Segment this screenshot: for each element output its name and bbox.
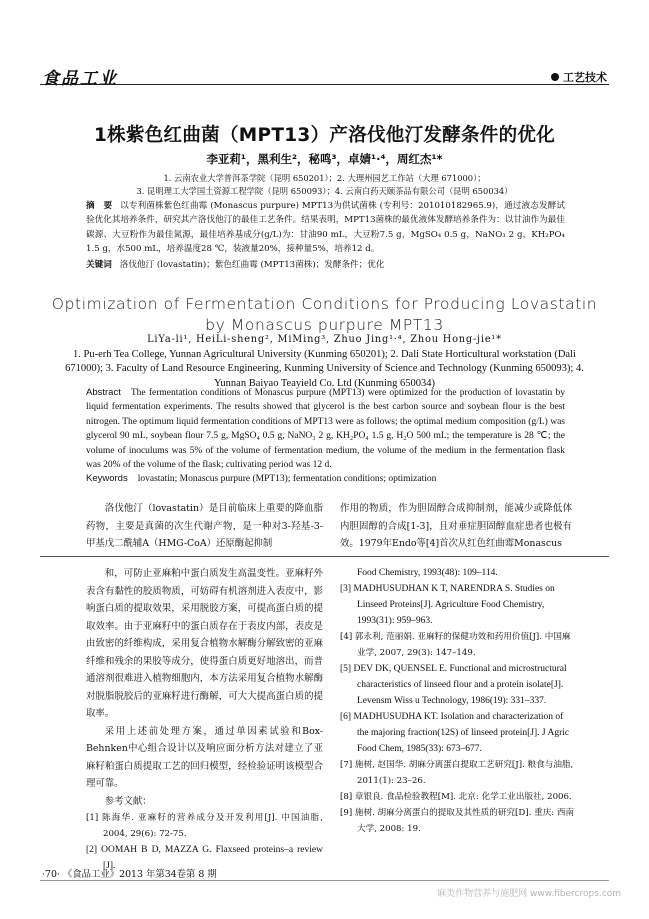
- reference-continuation: Food Chemistry, 1993(48): 109–114.: [357, 568, 498, 578]
- header-divider: [40, 84, 609, 85]
- footer-divider: [40, 880, 609, 881]
- keywords-cn-label: 关键词: [86, 260, 112, 270]
- authors-cn: 李亚莉¹，黑利生²，秘鸣³，卓婧¹·⁴，周红杰¹*: [206, 152, 443, 166]
- keywords-en-label: Keywords: [86, 473, 128, 484]
- keywords-en: [86, 473, 565, 484]
- bullet-dot-icon: [551, 73, 559, 81]
- intro-right-column: 作用的物质，作为胆固醇合成抑制剂，能减少或降低体内胆固醇的合成[1-3]，且对垂症胆固醇血症患者也极有效。1979年Endo等[4]首次从红色红曲霉Monascus: [340, 503, 572, 549]
- page-number: ·70·: [42, 869, 60, 880]
- left-body-column: [86, 565, 323, 874]
- abstract-en-text: The fermentation conditions of Monascus purpure (MPT13) were optimized for the production of lovastatin by liquid fermentation experiments. The results showed that glycerol is the best carbon source and soybean flour is the best nitrogen. The optimum liquid fermentation conditions of MPT13 were as follows; the optimal medium composition (g/L) was glycerol 90 mL, soybean flour 7.5 g, MgSO₄ 0.5 g, NaNO₃ 2 g, KH₂PO₄ 1.5 g, H₂O 500 mL; the temperature is 28 ℃; the volume of inoculums was 5% of the volume of fermentation medium, the volume of the medium in the fermentation flask was 20% of the volume of the flask; cultivating period was 12 d.: [86, 388, 565, 471]
- affiliation-en: 1. Pu-erh Tea College, Yunnan Agricultural University (Kunming 650201); 2. Dali State Horticultural workstation (Dali 671000); 3. Faculty of Land Resource Engineering, Kunming University of Science and Technology (Kunming 650093); 4. Yunnan Baiyao Teayield Co. Ltd (Kunming 650034): [65, 349, 584, 389]
- body-paragraph: 采用上述前处理方案，通过单因素试验和Box-Behnken中心组合设计以及响应面分析方法对建立了亚麻籽粕蛋白质提取工艺的回归模型，经检验证明该模型合理可靠。: [86, 725, 323, 789]
- abstract-cn-text: 以专利菌株紫色红曲霉 (Monascus purpure) MPT13为供试菌株 (专利号：201010182965.9)，通过液态发酵试验优化其培养条件，研究其产洛伐他汀的最佳工艺条件。结果表明，MPT13菌株的最优液体发酵培养条件为：以甘油作为最佳碳源、大豆粉作为最佳氮源，最佳培养基成分(g/L)为：甘油90 mL，大豆粉7.5 g，MgSO₄ 0.5 g，NaNO₃ 2 g，KH₂PO₄ 1.5 g，水500 mL，培养温度28 ℃，装液量20%，接种量5%，培养12 d。: [86, 201, 565, 254]
- keywords-en-text: lovastatin; Monascus purpure (MPT13); fermentation conditions; optimization: [137, 474, 437, 484]
- reference-item: [7] 施树, 赵国华. 胡麻分离蛋白提取工艺研究[J]. 粮食与油脂, 2011(1): 23–26.: [340, 760, 574, 786]
- reference-item: [6] MADHUSUDHA KT. Isolation and characterization of the majoring fraction(12S) of linseed protein[J]. J Agric Food Chem, 1985(33): 673–677.: [340, 712, 570, 754]
- site-watermark: 麻类作物营养与施肥网 www.fibercrops.com: [437, 889, 621, 899]
- abstract-cn: [86, 199, 565, 256]
- body-paragraph: 和，可防止亚麻粕中蛋白质发生高温变性。亚麻籽外表含有黏性的胶质物质，可妨碍有机溶剂进入表皮中，影响蛋白质的提取效果，采用脱胶方案，可提高蛋白质的提取效率。由于亚麻籽中的蛋白质存在于表皮内部，表皮是由致密的纤维构成，采用复合植物水解酶分解致密的亚麻纤维和残余的果胶等成分，使得蛋白质更好地溶出，而普通溶剂很难进入植物细胞内，本方法采用复合植物水解酶对脱脂脱胶后的亚麻籽进行酶解，可大大提高蛋白质的提取率。: [86, 568, 323, 719]
- reference-item: [8] 章银良. 食品检验教程[M]. 北京: 化学工业出版社, 2006.: [340, 792, 572, 802]
- section-label: 工艺技术: [563, 71, 607, 84]
- paper-title-cn: 1株紫色红曲菌（MPT13）产洛伐他汀发酵条件的优化: [93, 125, 555, 146]
- journal-logo: 食品工业: [42, 69, 118, 89]
- abstract-en-label: Abstract: [86, 387, 121, 398]
- article-divider: [40, 556, 609, 557]
- reference-item: [4] 郭永利, 范丽娟. 亚麻籽的保健功效和药用价值[J]. 中国麻业学, 2007, 29(3): 147–149.: [340, 632, 571, 658]
- reference-item: [9] 施树. 胡麻分离蛋白的提取及其性质的研究[D]. 重庆: 西南大学, 2008: 19.: [340, 808, 575, 834]
- reference-item: [3] MADHUSUDHAN K T, NARENDRA S. Studies on Linseed Proteins[J]. Agriculture Food Chemistry, 1993(31): 959–963.: [340, 584, 555, 626]
- abstract-en: [86, 386, 565, 472]
- affiliation-cn-line-1: 1. 云南农业大学普洱茶学院（昆明 650201）；2. 大理州园艺工作站（大理 671000）；: [163, 173, 486, 183]
- authors-en: LiYa-li¹, HeiLi-sheng², MiMing³, Zhuo Jing¹·⁴, Zhou Hong-jie¹*: [147, 334, 502, 345]
- abstract-cn-label: 摘 要: [86, 201, 113, 211]
- keywords-cn-text: 洛伐他汀 (lovastatin)；紫色红曲霉 (MPT13菌株)；发酵条件；优化: [119, 260, 385, 270]
- affiliation-cn-line-2: 3. 昆明理工大学国土资源工程学院（昆明 650093）；4. 云南白药天颐茶品有限公司（昆明 650034）: [136, 186, 513, 196]
- keywords-cn: [86, 258, 565, 270]
- section-tag: [551, 69, 607, 85]
- journal-issue: 《食品工业》2013 年第34卷第 8 期: [62, 869, 217, 880]
- references-heading: 参考文献：: [104, 795, 152, 807]
- page-footer: [42, 866, 217, 880]
- intro-left-column: 洛伐他汀（lovastatin）是目前临床上重要的降血脂药物，主要是真菌的次生代谢产物，是一种对3-羟基-3-甲基戊二酰辅A（HMG-CoA）还原酶起抑制: [86, 503, 323, 549]
- reference-item: [1] 陈海华. 亚麻籽的营养成分及开发利用[J]. 中国油脂, 2004, 29(6): 72-75.: [86, 813, 323, 839]
- reference-item: [5] DEV DK, QUENSEL E. Functional and microstructural characteristics of linseed flour and a protein isolate[J]. Levensm Wiss u Technology, 1986(19): 331–337.: [340, 664, 567, 706]
- right-reference-column: [340, 565, 576, 837]
- reference-item: [2] OOMAH B D, MAZZA G. Flaxseed proteins–a review [J].: [86, 845, 323, 871]
- paper-title-en: Optimization of Fermentation Conditions for Producing Lovastatin by Monascus purpure MPT13: [51, 295, 598, 334]
